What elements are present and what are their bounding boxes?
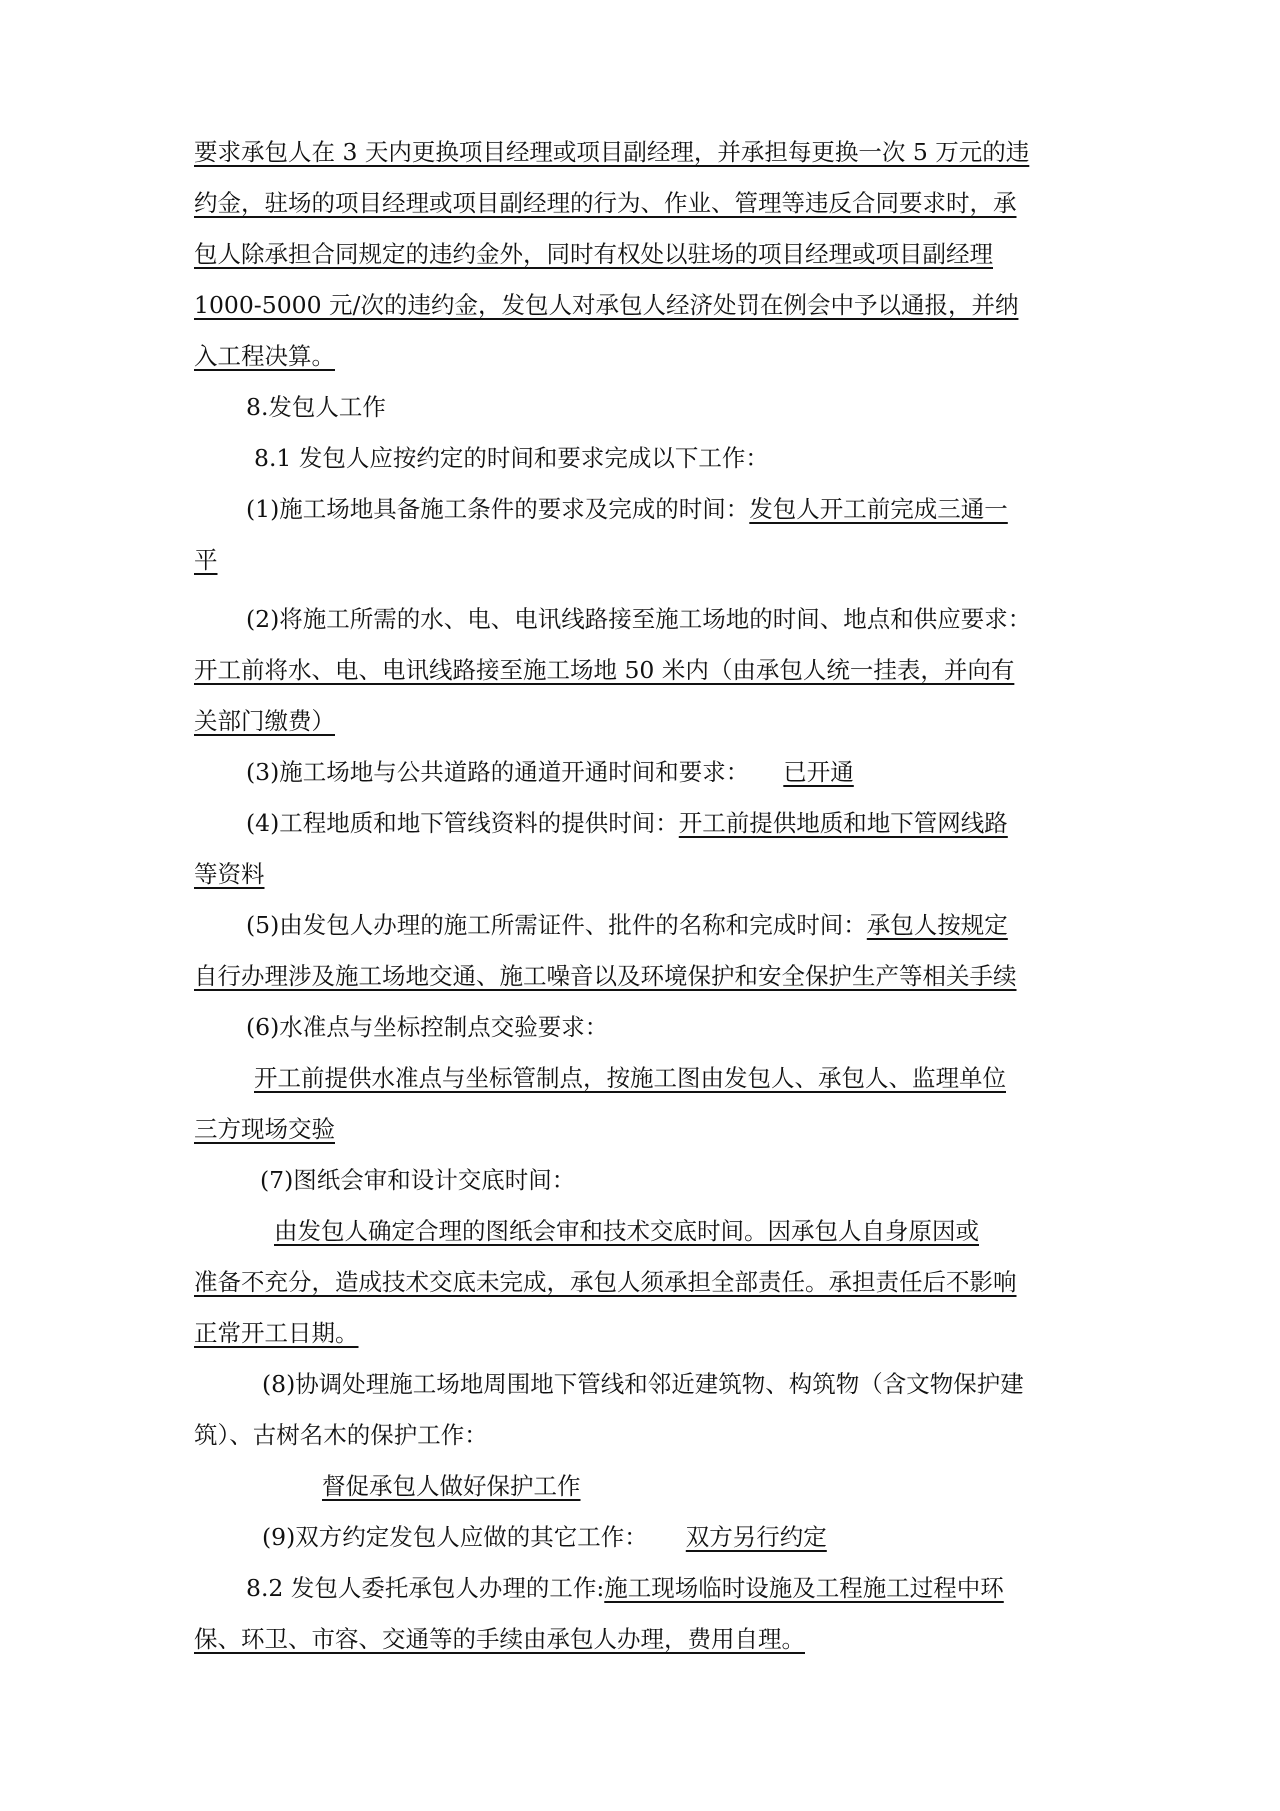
item-8-2-line bbox=[246, 1572, 1004, 1604]
item-9-line bbox=[262, 1521, 865, 1553]
item-8-2-value: 施工现场临时设施及工程施工过程中环 bbox=[604, 1574, 1004, 1602]
item-7-value-cont-1: 准备不充分，造成技术交底未完成，承包人须承担全部责任。承担责任后不影响 bbox=[194, 1268, 1017, 1296]
item-9-label: (9)双方约定发包人应做的其它工作： bbox=[262, 1523, 648, 1551]
item-5-line bbox=[246, 909, 1008, 941]
item-7-value: 由发包人确定合理的图纸会审和技术交底时间。因承包人自身原因或 bbox=[274, 1217, 979, 1245]
item-8-label-cont: 筑）、古树名木的保护工作： bbox=[194, 1421, 488, 1449]
item-3-label: (3)施工场地与公共道路的通道开通时间和要求： bbox=[246, 758, 750, 786]
intro-line-1: 要求承包人在 3 天内更换项目经理或项目副经理，并承担每更换一次 5 万元的违 bbox=[194, 138, 1030, 166]
section-8-heading: 8.发包人工作 bbox=[246, 393, 386, 421]
item-9-value: 双方另行约定 bbox=[685, 1523, 827, 1551]
item-8-value-line bbox=[246, 1470, 639, 1502]
item-2-value: 开工前将水、电、电讯线路接至施工场地 50 米内（由承包人统一挂表，并向有 bbox=[194, 656, 1015, 684]
item-4-value: 开工前提供地质和地下管网线路 bbox=[678, 809, 1008, 837]
item-6-value: 开工前提供水准点与坐标管制点，按施工图由发包人、承包人、监理单位 bbox=[254, 1064, 1006, 1092]
item-7-label: (7)图纸会审和设计交底时间： bbox=[260, 1166, 576, 1194]
item-8-1-title: 8.1 发包人应按约定的时间和要求完成以下工作： bbox=[254, 444, 769, 472]
item-2-value-cont: 关部门缴费） bbox=[194, 707, 335, 735]
item-3-value: 已开通 bbox=[783, 758, 854, 786]
item-8-label: (8)协调处理施工场地周围地下管线和邻近建筑物、构筑物（含文物保护建 bbox=[262, 1370, 1024, 1398]
item-8-2-label: 8.2 发包人委托承包人办理的工作: bbox=[246, 1574, 605, 1602]
item-1-value: 发包人开工前完成三通一 bbox=[749, 495, 1008, 523]
item-1-line bbox=[246, 493, 1008, 525]
item-5-value-cont: 自行办理涉及施工场地交通、施工噪音以及环境保护和安全保护生产等相关手续 bbox=[194, 962, 1017, 990]
item-4-value-cont: 等资料 bbox=[194, 860, 265, 888]
intro-line-5: 入工程决算。 bbox=[194, 342, 335, 370]
item-3-line bbox=[246, 756, 888, 788]
item-5-label: (5)由发包人办理的施工所需证件、批件的名称和完成时间： bbox=[246, 911, 867, 939]
item-1-value-cont: 平 bbox=[194, 546, 218, 574]
item-8-value: 督促承包人做好保护工作 bbox=[322, 1472, 581, 1500]
intro-line-4: 1000-5000 元/次的违约金，发包人对承包人经济处罚在例会中予以通报，并纳 bbox=[194, 291, 1019, 319]
item-1-label: (1)施工场地具备施工条件的要求及完成的时间： bbox=[246, 495, 750, 523]
item-7-value-cont-2: 正常开工日期。 bbox=[194, 1319, 359, 1347]
item-4-label: (4)工程地质和地下管线资料的提供时间： bbox=[246, 809, 679, 837]
item-6-label: (6)水准点与坐标控制点交验要求： bbox=[246, 1013, 609, 1041]
item-6-value-cont: 三方现场交验 bbox=[194, 1115, 335, 1143]
intro-line-3: 包人除承担合同规定的违约金外，同时有权处以驻场的项目经理或项目副经理 bbox=[194, 240, 993, 268]
item-8-2-value-cont: 保、环卫、市容、交通等的手续由承包人办理，费用自理。 bbox=[194, 1625, 805, 1653]
item-2-label: (2)将施工所需的水、电、电讯线路接至施工场地的时间、地点和供应要求： bbox=[246, 605, 1032, 633]
item-5-value: 承包人按规定 bbox=[866, 911, 1008, 939]
item-4-line bbox=[246, 807, 1008, 839]
intro-line-2: 约金，驻场的项目经理或项目副经理的行为、作业、管理等违反合同要求时，承 bbox=[194, 189, 1017, 217]
